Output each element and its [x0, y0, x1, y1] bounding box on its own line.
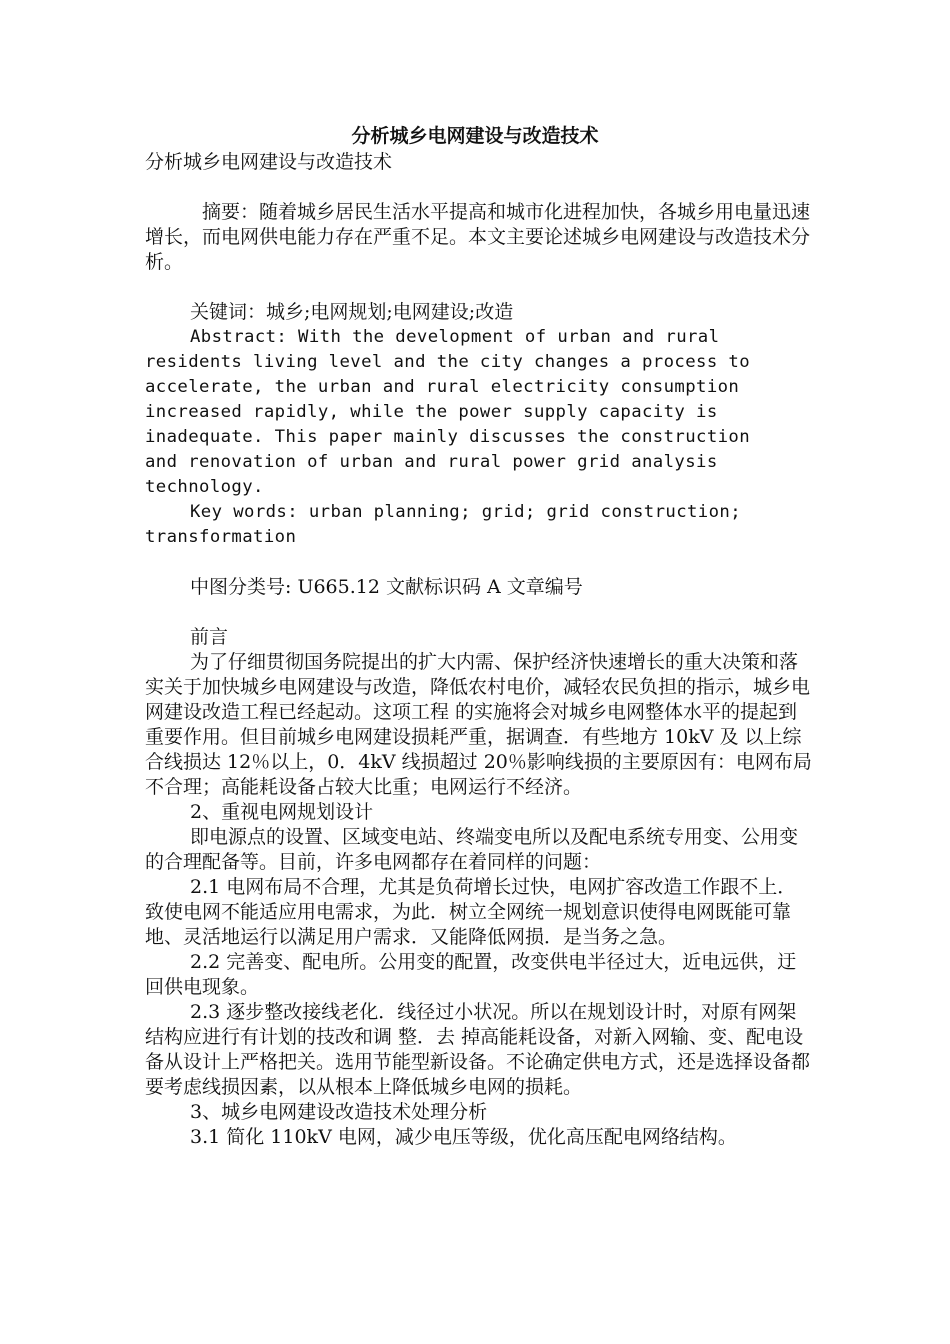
keywords-en-line: Key words: urban planning; grid; grid construction;: [190, 502, 742, 522]
abstract-en-line: technology.: [145, 477, 264, 497]
preface-paragraph: 为了仔细贯彻国务院提出的扩大内需、保护经济快速增长的重大决策和落实关于加快城乡电网建设与改造，降低农村电价，减轻农民负担的指示，城乡电网建设改造工程已经起动。这项工程 的实施将会对城乡电网整体水平的提起到重要作用。但目前城乡电网建设损耗严重，据调查．有些地方 10kV 及 以上综合线损达 12％以上，0．4kV 线损超过 20％影响线损的主要原因有：电网布局不合理；高能耗设备占较大比重；电网运行不经济。: [145, 651, 812, 798]
spacer: [145, 550, 815, 575]
document-subtitle: 分析城乡电网建设与改造技术: [145, 151, 393, 173]
item-3-1: 3.1 简化 110kV 电网，减少电压等级，优化高压配电网络结构。: [190, 1126, 737, 1148]
abstract-en-line: increased rapidly, while the power supply capacity is: [145, 402, 718, 422]
classification-line: 中图分类号: U665.12 文献标识码 A 文章编号: [190, 576, 583, 598]
abstract-en-line: residents living level and the city changes a process to: [145, 352, 751, 372]
abstract-cn: 摘要：随着城乡居民生活水平提高和城市化进程加快，各城乡用电量迅速增长，而电网供电能力存在严重不足。本文主要论述城乡电网建设与改造技术分析。: [145, 201, 811, 273]
abstract-en-line: Abstract: With the development of urban and rural: [190, 327, 720, 347]
item-2-1: 2.1 电网布局不合理，尤其是负荷增长过快，电网扩容改造工作跟不上．致使电网不能适应用电需求，为此．树立全网统一规划意识使得电网既能可靠地、灵活地运行以满足用户需求．又能降低网损．是当务之急。: [145, 876, 797, 948]
document-body: [145, 150, 815, 1150]
section-2-paragraph: 即电源点的设置、区域变电站、终端变电所以及配电系统专用变、公用变的合理配备等。目前，许多电网都存在着同样的问题：: [145, 826, 799, 873]
abstract-en-line: accelerate, the urban and rural electricity consumption: [145, 377, 740, 397]
section-3-heading: 3、城乡电网建设改造技术处理分析: [190, 1101, 488, 1123]
spacer: [145, 175, 815, 200]
keywords-cn: 关键词：城乡;电网规划;电网建设;改造: [190, 301, 514, 323]
spacer: [145, 600, 815, 625]
spacer: [145, 275, 815, 300]
item-2-3: 2.3 逐步整改接线老化．线径过小状况。所以在规划设计时，对原有网架结构应进行有计划的技改和调 整．去 掉高能耗设备，对新入网输、变、配电设备从设计上严格把关。选用节能型新设备。不论确定供电方式，还是选择设备都要考虑线损因素，以从根本上降低城乡电网的损耗。: [145, 1001, 811, 1098]
keywords-en-line: transformation: [145, 527, 297, 547]
section-2-heading: 2、重视电网规划设计: [190, 801, 374, 823]
document-title: 分析城乡电网建设与改造技术: [351, 125, 599, 147]
item-2-2: 2.2 完善变、配电所。公用变的配置，改变供电半径过大，近电远供，迂回供电现象。: [145, 951, 797, 998]
abstract-en-line: inadequate. This paper mainly discusses the construction: [145, 427, 751, 447]
preface-heading: 前言: [190, 626, 229, 648]
abstract-en-line: and renovation of urban and rural power grid analysis: [145, 452, 718, 472]
